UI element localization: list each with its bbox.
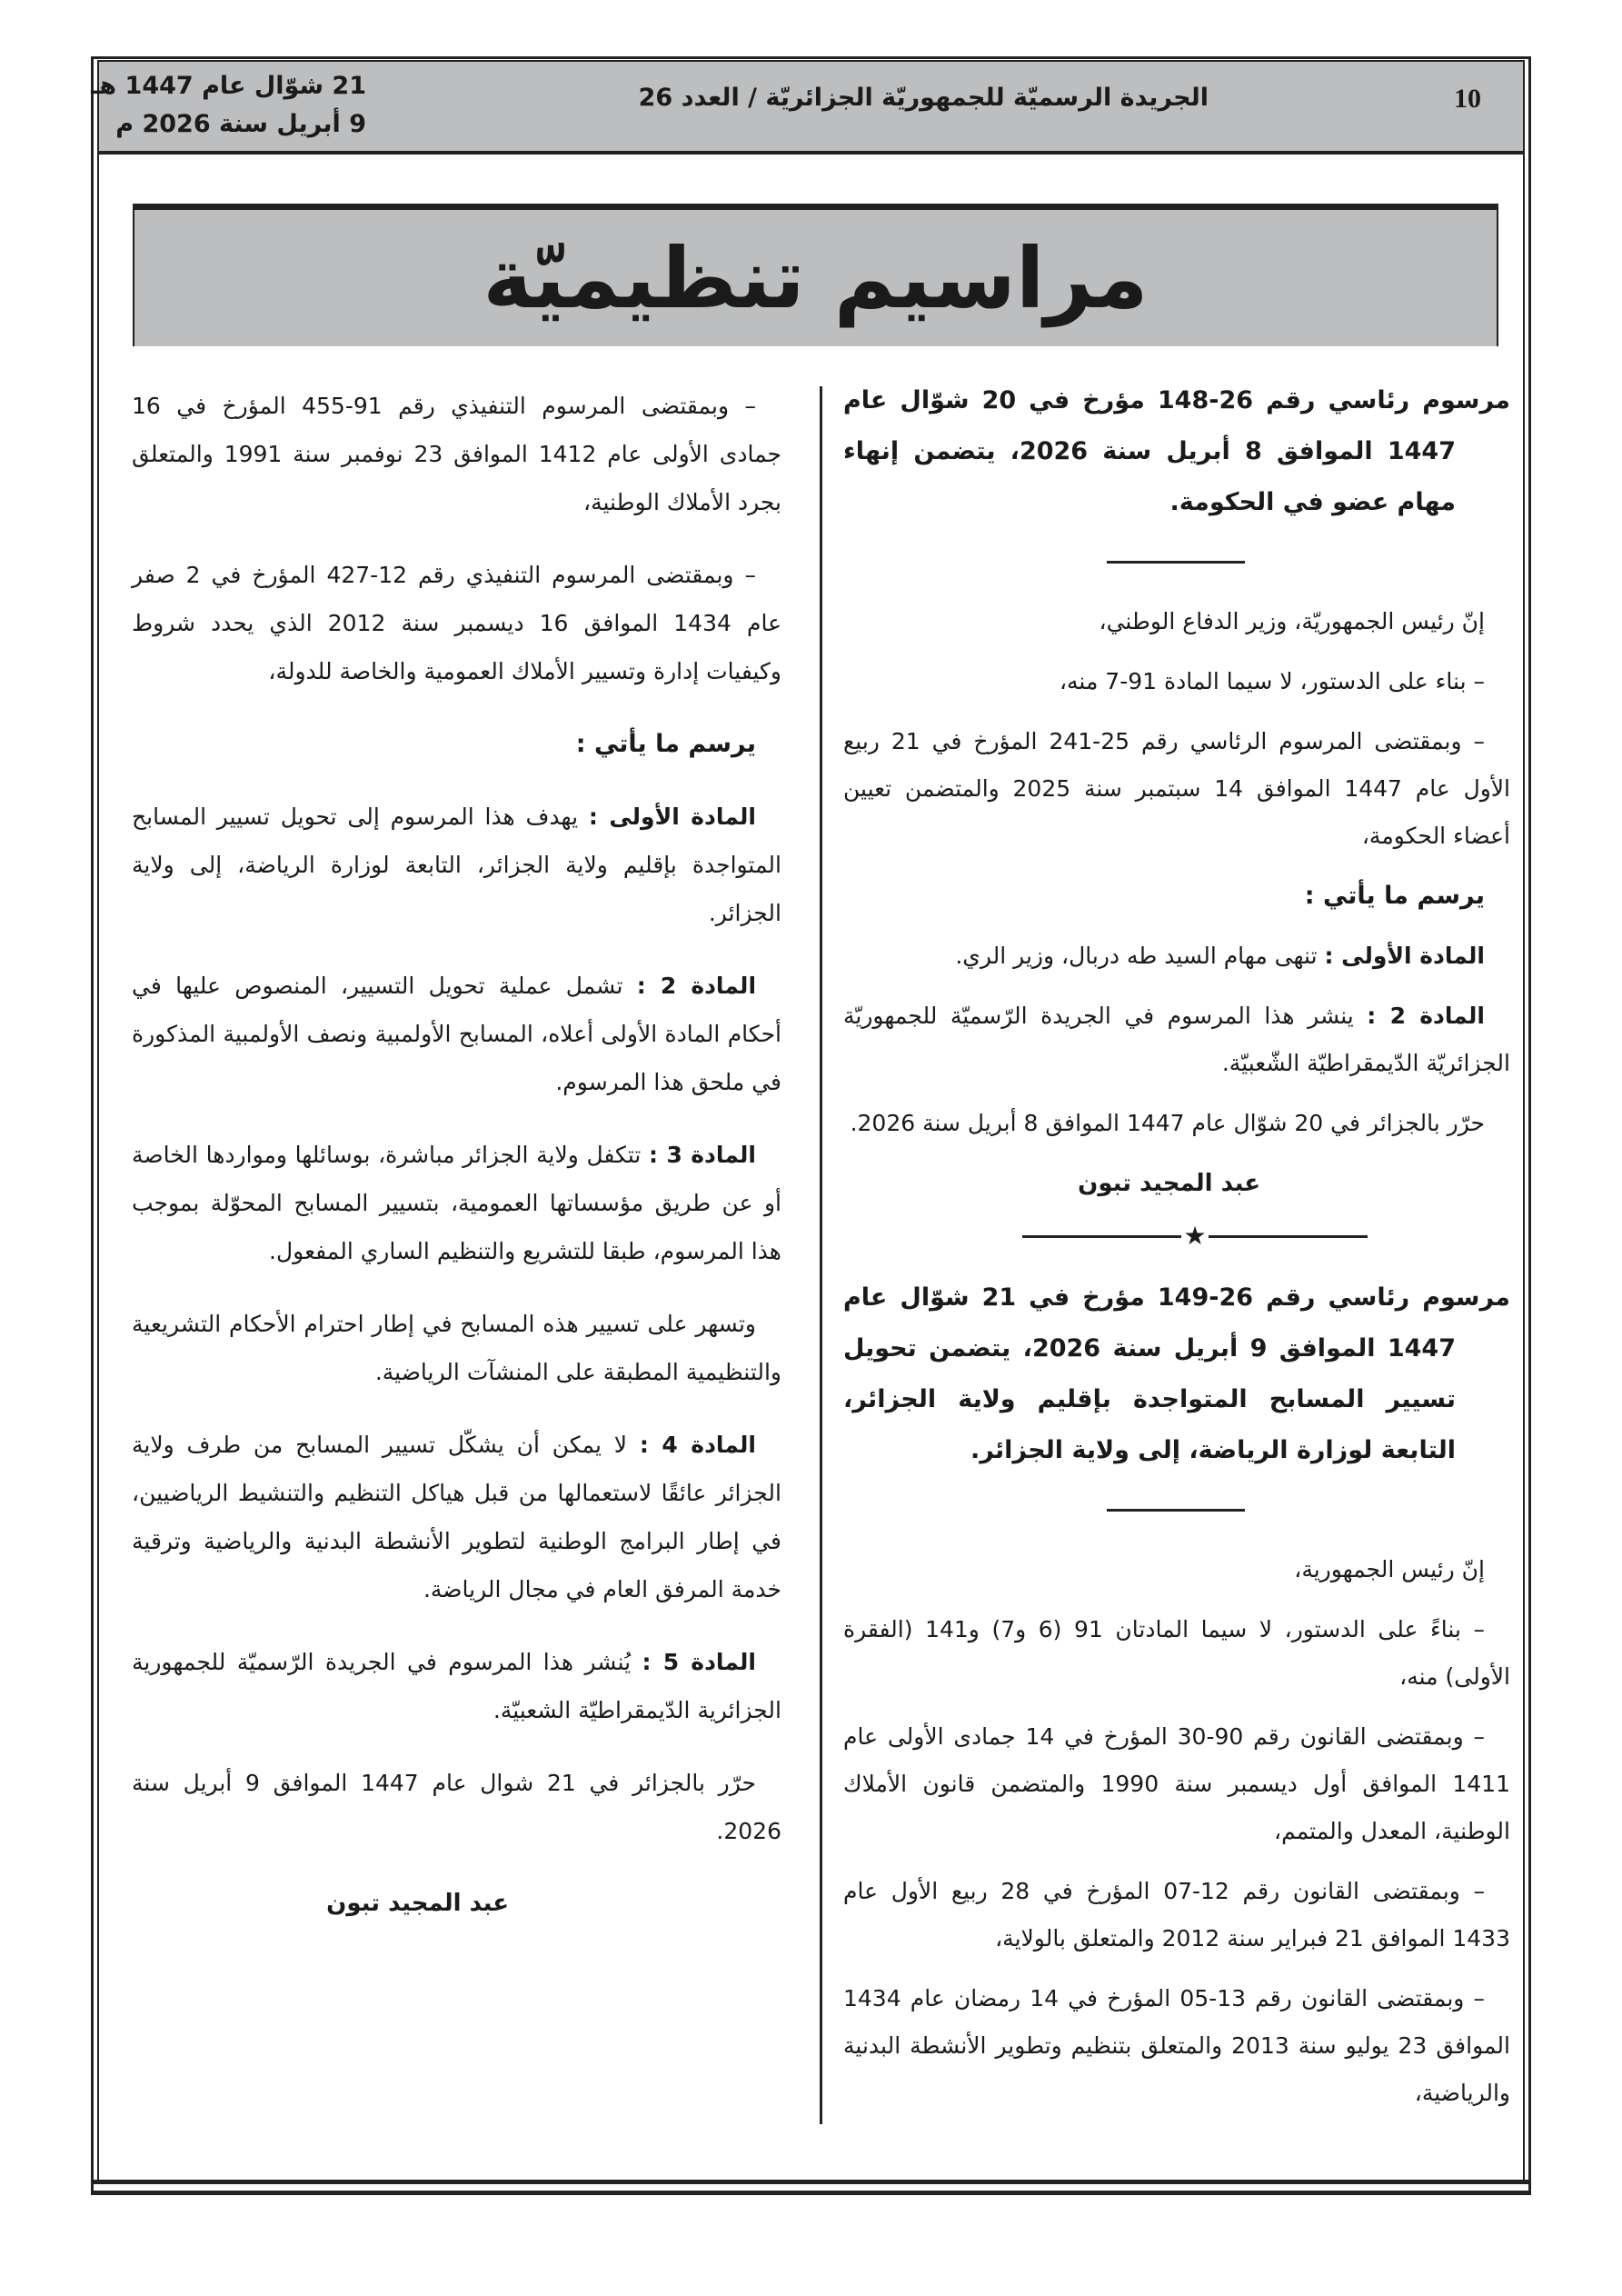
section-rule: [1107, 1509, 1245, 1512]
article-text: تشمل عملية تحويل التسيير، المنصوص عليها في أحكام المادة الأولى أعلاه، المسابح الأولمبية ونصف الأولمبية المذكورة في ملحق هذا المرسوم.: [132, 973, 781, 1095]
hijri-date: 21 شوّال عام 1447 هـ: [91, 72, 366, 100]
bottom-rule: [91, 2180, 1531, 2184]
signature: عبد المجيد تبون: [1078, 1170, 1260, 1197]
page-number: 10: [1454, 84, 1481, 114]
left-column: [132, 382, 781, 1943]
decrees-label: يرسم ما يأتي :: [575, 730, 756, 758]
article-label: المادة 5 :: [642, 1649, 756, 1675]
article-paragraph: [132, 1421, 781, 1613]
article-label: المادة 3 :: [649, 1142, 756, 1168]
section-rule: [1107, 561, 1245, 564]
gazette-title: الجريدة الرسميّة للجمهوريّة الجزائريّة / العدد 26: [638, 84, 1209, 112]
article-text: تنهى مهام السيد طه دربال، وزير الري.: [955, 943, 1318, 969]
article-text: تتكفل ولاية الجزائر مباشرة، بوسائلها ومواردها الخاصة أو عن طريق مؤسساتها العمومية، بتسيير المسابح المحوّلة بموجب هذا المرسوم، طبقا للتشريع والتنظيم الساري المفعول.: [132, 1142, 781, 1264]
gregorian-date: 9 أبريل سنة 2026 م: [115, 110, 366, 138]
article-paragraph: [132, 962, 781, 1106]
decrees-label: يرسم ما يأتي :: [1304, 882, 1485, 910]
preamble-paragraph: – وبمقتضى المرسوم التنفيذي رقم 12-427 المؤرخ في 2 صفر عام 1434 الموافق 16 ديسمبر سنة 2012 الذي يحدد شروط وكيفيات إدارة وتسيير الأملاك العمومية والخاصة للدولة،: [132, 562, 781, 684]
article-paragraph: [132, 1131, 781, 1275]
article-label: المادة الأولى :: [1324, 943, 1485, 969]
article-paragraph: [843, 993, 1510, 1087]
decree-heading: مرسوم رئاسي رقم 26-149 مؤرخ في 21 شوّال عام 1447 الموافق 9 أبريل سنة 2026، يتضمن تحويل تسيير المسابح المتواجدة بإقليم ولاية الجزائر، التابعة لوزارة الرياضة، إلى ولاية الجزائر.: [843, 1283, 1510, 1464]
right-column: [843, 375, 1510, 2130]
article-text: وتسهر على تسيير هذه المسابح في إطار احترام الأحكام التشريعية والتنظيمية المطبقة على المنشآت الرياضية.: [132, 1311, 781, 1385]
preamble-paragraph: – بناء على الدستور، لا سيما المادة 91-7 منه،: [1059, 668, 1485, 694]
article-text: يُنشر هذا المرسوم في الجريدة الرّسميّة للجمهورية الجزائرية الدّيمقراطيّة الشعبيّة.: [132, 1649, 781, 1723]
star-separator: [843, 1223, 1510, 1249]
preamble-paragraph: إنّ رئيس الجمهوريّة، وزير الدفاع الوطني،: [1099, 608, 1485, 634]
signature: عبد المجيد تبون: [326, 1890, 509, 1917]
article-paragraph: [132, 1638, 781, 1734]
section-title-box: [133, 204, 1498, 346]
decree-heading: مرسوم رئاسي رقم 26-148 مؤرخ في 20 شوّال عام 1447 الموافق 8 أبريل سنة 2026، يتضمن إنهاء مهام عضو في الحكومة.: [843, 386, 1510, 516]
article-label: المادة 2 :: [636, 973, 757, 999]
separator-line: [1022, 1235, 1181, 1238]
star-icon: ★: [1183, 1221, 1207, 1251]
article-paragraph: [843, 933, 1510, 980]
article-paragraph: [132, 1300, 781, 1396]
done-at: حرّر بالجزائر في 20 شوّال عام 1447 الموافق 8 أبريل سنة 2026.: [850, 1110, 1485, 1136]
preamble-paragraph: – وبمقتضى المرسوم الرئاسي رقم 25-241 المؤرخ في 21 ربيع الأول عام 1447 الموافق 14 سبتمبر سنة 2025 والمتضمن تعيين أعضاء الحكومة،: [843, 728, 1511, 849]
separator-line: [1209, 1235, 1368, 1238]
issue-date: [91, 67, 366, 144]
article-paragraph: [132, 793, 781, 937]
section-title: مراسيم تنظيميّة: [483, 229, 1149, 327]
article-text: لا يمكن أن يشكّل تسيير المسابح من طرف ولاية الجزائر عائقًا لاستعمالها من قبل هياكل التنظيم والتنشيط الرياضيين، في إطار البرامج الوطنية لتطوير الأنشطة البدنية والرياضية وترقية خدمة المرفق العام في مجال الرياضة.: [132, 1432, 781, 1602]
article-label: المادة 2 :: [1367, 1003, 1485, 1029]
column-divider: [820, 386, 822, 2124]
preamble-paragraph: – وبمقتضى القانون رقم 90-30 المؤرخ في 14 جمادى الأولى عام 1411 الموافق أول ديسمبر سنة 1990 والمتضمن قانون الأملاك الوطنية، المعدل والمتمم،: [843, 1723, 1510, 1844]
preamble-paragraph: – وبمقتضى القانون رقم 13-05 المؤرخ في 14 رمضان عام 1434 الموافق 23 يوليو سنة 2013 والمتعلق بتنظيم وتطوير الأنشطة البدنية والرياضية،: [843, 1985, 1510, 2106]
bottom-rule: [91, 2191, 1531, 2195]
article-label: المادة الأولى :: [588, 804, 756, 830]
done-at: حرّر بالجزائر في 21 شوال عام 1447 الموافق 9 أبريل سنة 2026.: [132, 1770, 781, 1844]
preamble-paragraph: إنّ رئيس الجمهورية،: [1294, 1556, 1485, 1582]
preamble-paragraph: – وبمقتضى القانون رقم 12-07 المؤرخ في 28 ربيع الأول عام 1433 الموافق 21 فبراير سنة 2012 والمتعلق بالولاية،: [843, 1878, 1510, 1952]
article-text: يهدف هذا المرسوم إلى تحويل تسيير المسابح المتواجدة بإقليم ولاية الجزائر، التابعة لوزارة الرياضة، إلى ولاية الجزائر.: [132, 804, 781, 926]
preamble-paragraph: – بناءً على الدستور، لا سيما المادتان 91 (6 و7) و141 (الفقرة الأولى) منه،: [843, 1616, 1510, 1690]
article-label: المادة 4 :: [639, 1432, 757, 1458]
article-text: ينشر هذا المرسوم في الجريدة الرّسميّة للجمهوريّة الجزائريّة الدّيمقراطيّة الشّعبيّة.: [843, 1003, 1510, 1076]
preamble-paragraph: – وبمقتضى المرسوم التنفيذي رقم 91-455 المؤرخ في 16 جمادى الأولى عام 1412 الموافق 23 نوفمبر سنة 1991 والمتعلق بجرد الأملاك الوطنية،: [132, 393, 781, 515]
